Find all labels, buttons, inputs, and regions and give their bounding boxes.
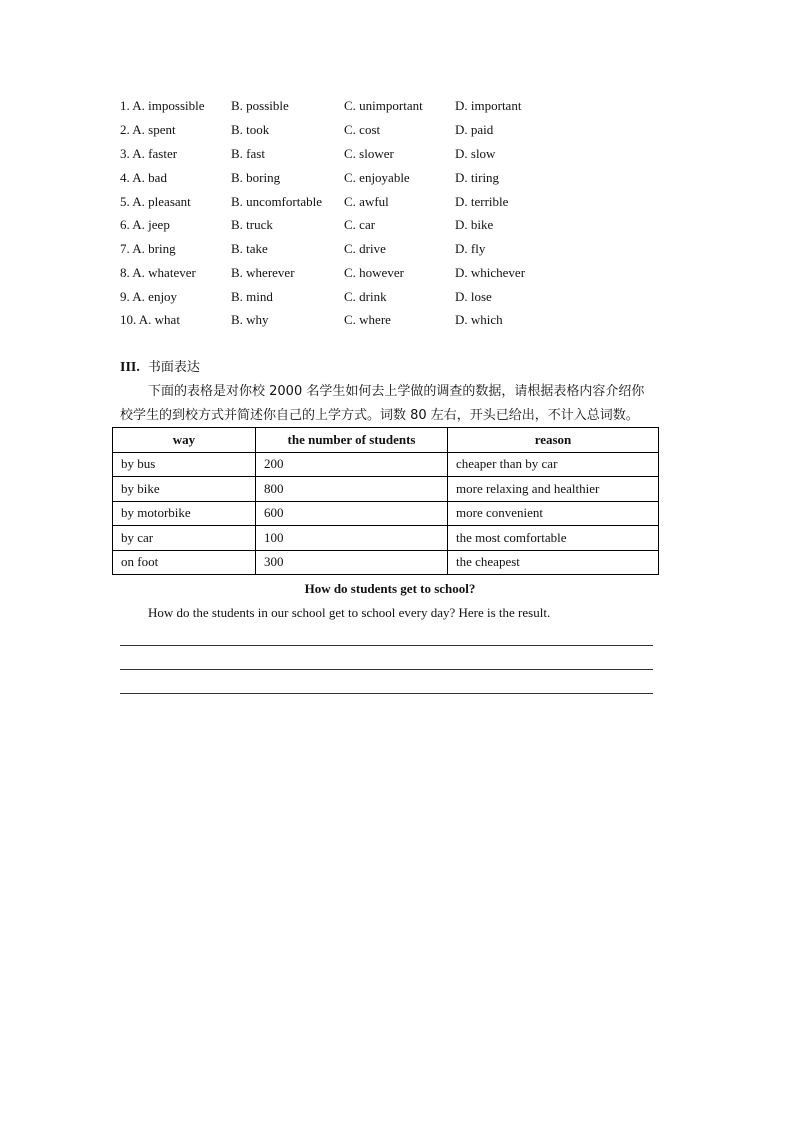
question-row-1 [120,96,680,116]
cell-number: 600 [256,501,448,526]
writing-line [120,669,653,670]
table-row [113,477,659,502]
cell-number: 800 [256,477,448,502]
section-title: 书面表达 [147,360,200,375]
cell-number: 200 [256,452,448,477]
option-a: 1. A. impossible [120,98,205,113]
question-row-4 [120,168,680,188]
option-c: C. enjoyable [344,170,410,185]
question-row-9 [120,287,680,307]
survey-table [112,427,659,575]
option-d: D. bike [455,217,494,232]
option-c: C. unimportant [344,98,423,113]
writing-line [120,693,653,694]
cell-way: by motorbike [113,501,256,526]
option-c: C. awful [344,194,389,209]
option-a: 3. A. faster [120,146,178,161]
option-b: B. uncomfortable [231,194,322,209]
option-d: D. which [455,312,503,327]
option-a: 9. A. enjoy [120,289,178,304]
option-d: D. fly [455,241,486,256]
option-c: C. slower [344,146,394,161]
option-c: C. where [344,312,391,327]
table-header-row [113,428,659,453]
option-b: B. mind [231,289,273,304]
option-c: C. cost [344,122,381,137]
question-row-3 [120,144,680,164]
question-row-7 [120,239,680,259]
option-c: C. car [344,217,376,232]
option-d: D. paid [455,122,494,137]
option-d: D. important [455,98,522,113]
cell-way: on foot [113,550,256,575]
cell-reason: the most comfortable [448,526,659,551]
option-d: D. lose [455,289,492,304]
option-b: B. boring [231,170,281,185]
essay-opening: How do the students in our school get to school every day? Here is the result. [148,605,551,620]
cell-reason: more convenient [448,501,659,526]
cell-reason: the cheapest [448,550,659,575]
cell-number: 100 [256,526,448,551]
table-row [113,550,659,575]
question-row-10 [120,310,680,330]
table-row [113,526,659,551]
header-reason: reason [448,428,659,453]
cell-number: 300 [256,550,448,575]
option-a: 4. A. bad [120,170,167,185]
option-a: 10. A. what [120,312,180,327]
table-row [113,501,659,526]
option-a: 7. A. bring [120,241,176,256]
cell-way: by car [113,526,256,551]
question-row-5 [120,192,680,212]
option-a: 6. A. jeep [120,217,170,232]
option-a: 8. A. whatever [120,265,196,280]
option-b: B. take [231,241,268,256]
cell-reason: more relaxing and healthier [448,477,659,502]
question-row-8 [120,263,680,283]
cell-way: by bus [113,452,256,477]
option-d: D. terrible [455,194,509,209]
section-heading [120,356,200,376]
cell-way: by bike [113,477,256,502]
section-number: III. [120,360,140,375]
option-b: B. fast [231,146,265,161]
option-c: C. drink [344,289,387,304]
option-b: B. wherever [231,265,295,280]
cell-reason: cheaper than by car [448,452,659,477]
header-number: the number of students [256,428,448,453]
question-row-6 [120,215,680,235]
instruction-line-1: 下面的表格是对你校 2000 名学生如何去上学做的调查的数据，请根据表格内容介绍你 [148,384,645,399]
option-a: 2. A. spent [120,122,176,137]
option-c: C. however [344,265,404,280]
option-d: D. slow [455,146,496,161]
question-row-2 [120,120,680,140]
option-b: B. possible [231,98,289,113]
writing-line [120,645,653,646]
essay-title: How do students get to school? [304,581,476,596]
option-d: D. tiring [455,170,500,185]
option-b: B. took [231,122,270,137]
option-c: C. drive [344,241,386,256]
option-b: B. truck [231,217,273,232]
option-a: 5. A. pleasant [120,194,191,209]
header-way: way [113,428,256,453]
table-row [113,452,659,477]
option-b: B. why [231,312,269,327]
instruction-line-2: 校学生的到校方式并简述你自己的上学方式。词数 80 左右，开头已给出，不计入总词数。 [120,408,639,423]
option-d: D. whichever [455,265,526,280]
